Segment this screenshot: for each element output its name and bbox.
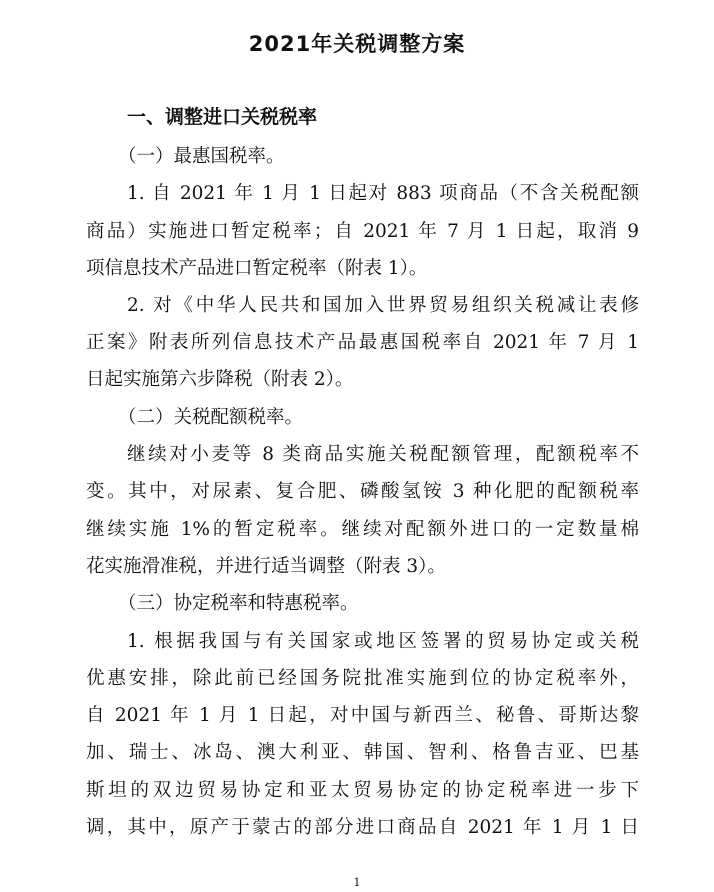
paragraph-line: 变。其中，对尿素、复合肥、磷酸氢铵 3 种化肥的配额税率 bbox=[86, 481, 639, 502]
paragraph-line: 花实施滑准税，并进行适当调整（附表 3）。 bbox=[86, 556, 446, 577]
paragraph-line: 调，其中，原产于蒙古的部分进口商品自 2021 年 1 月 1 日 bbox=[86, 817, 639, 838]
paragraph-line: 自 2021 年 1 月 1 日起，对中国与新西兰、秘鲁、哥斯达黎 bbox=[86, 705, 639, 726]
document-title: 2021年关税调整方案 bbox=[248, 32, 466, 56]
paragraph-line: 项信息技术产品进口暂定税率（附表 1）。 bbox=[86, 258, 428, 279]
subsection-heading: （三）协定税率和特惠税率。 bbox=[118, 593, 359, 614]
section-heading: 一、调整进口关税税率 bbox=[127, 106, 318, 128]
paragraph-line: 1. 自 2021 年 1 月 1 日起对 883 项商品（不含关税配额 bbox=[127, 183, 639, 204]
subsection-heading: （一）最惠国税率。 bbox=[118, 146, 285, 167]
paragraph-line: 优惠安排，除此前已经国务院批准实施到位的协定税率外， bbox=[86, 668, 639, 689]
paragraph-line: 继续对小麦等 8 类商品实施关税配额管理，配额税率不 bbox=[127, 444, 639, 465]
page-number: 1 bbox=[353, 876, 361, 889]
paragraph-line: 正案》附表所列信息技术产品最惠国税率自 2021 年 7 月 1 bbox=[86, 332, 639, 353]
paragraph-line: 日起实施第六步降税（附表 2）。 bbox=[86, 369, 354, 390]
paragraph-line: 斯坦的双边贸易协定和亚太贸易协定的协定税率进一步下 bbox=[86, 780, 639, 801]
paragraph-line: 2. 对《中华人民共和国加入世界贸易组织关税减让表修 bbox=[127, 295, 639, 316]
paragraph-line: 继续实施 1%的暂定税率。继续对配额外进口的一定数量棉 bbox=[86, 519, 639, 540]
paragraph-line: 商品）实施进口暂定税率；自 2021 年 7 月 1 日起，取消 9 bbox=[86, 221, 639, 242]
paragraph-line: 加、瑞士、冰岛、澳大利亚、韩国、智利、格鲁吉亚、巴基 bbox=[86, 742, 639, 763]
subsection-heading: （二）关税配额税率。 bbox=[118, 407, 304, 428]
paragraph-line: 1. 根据我国与有关国家或地区签署的贸易协定或关税 bbox=[127, 631, 639, 652]
